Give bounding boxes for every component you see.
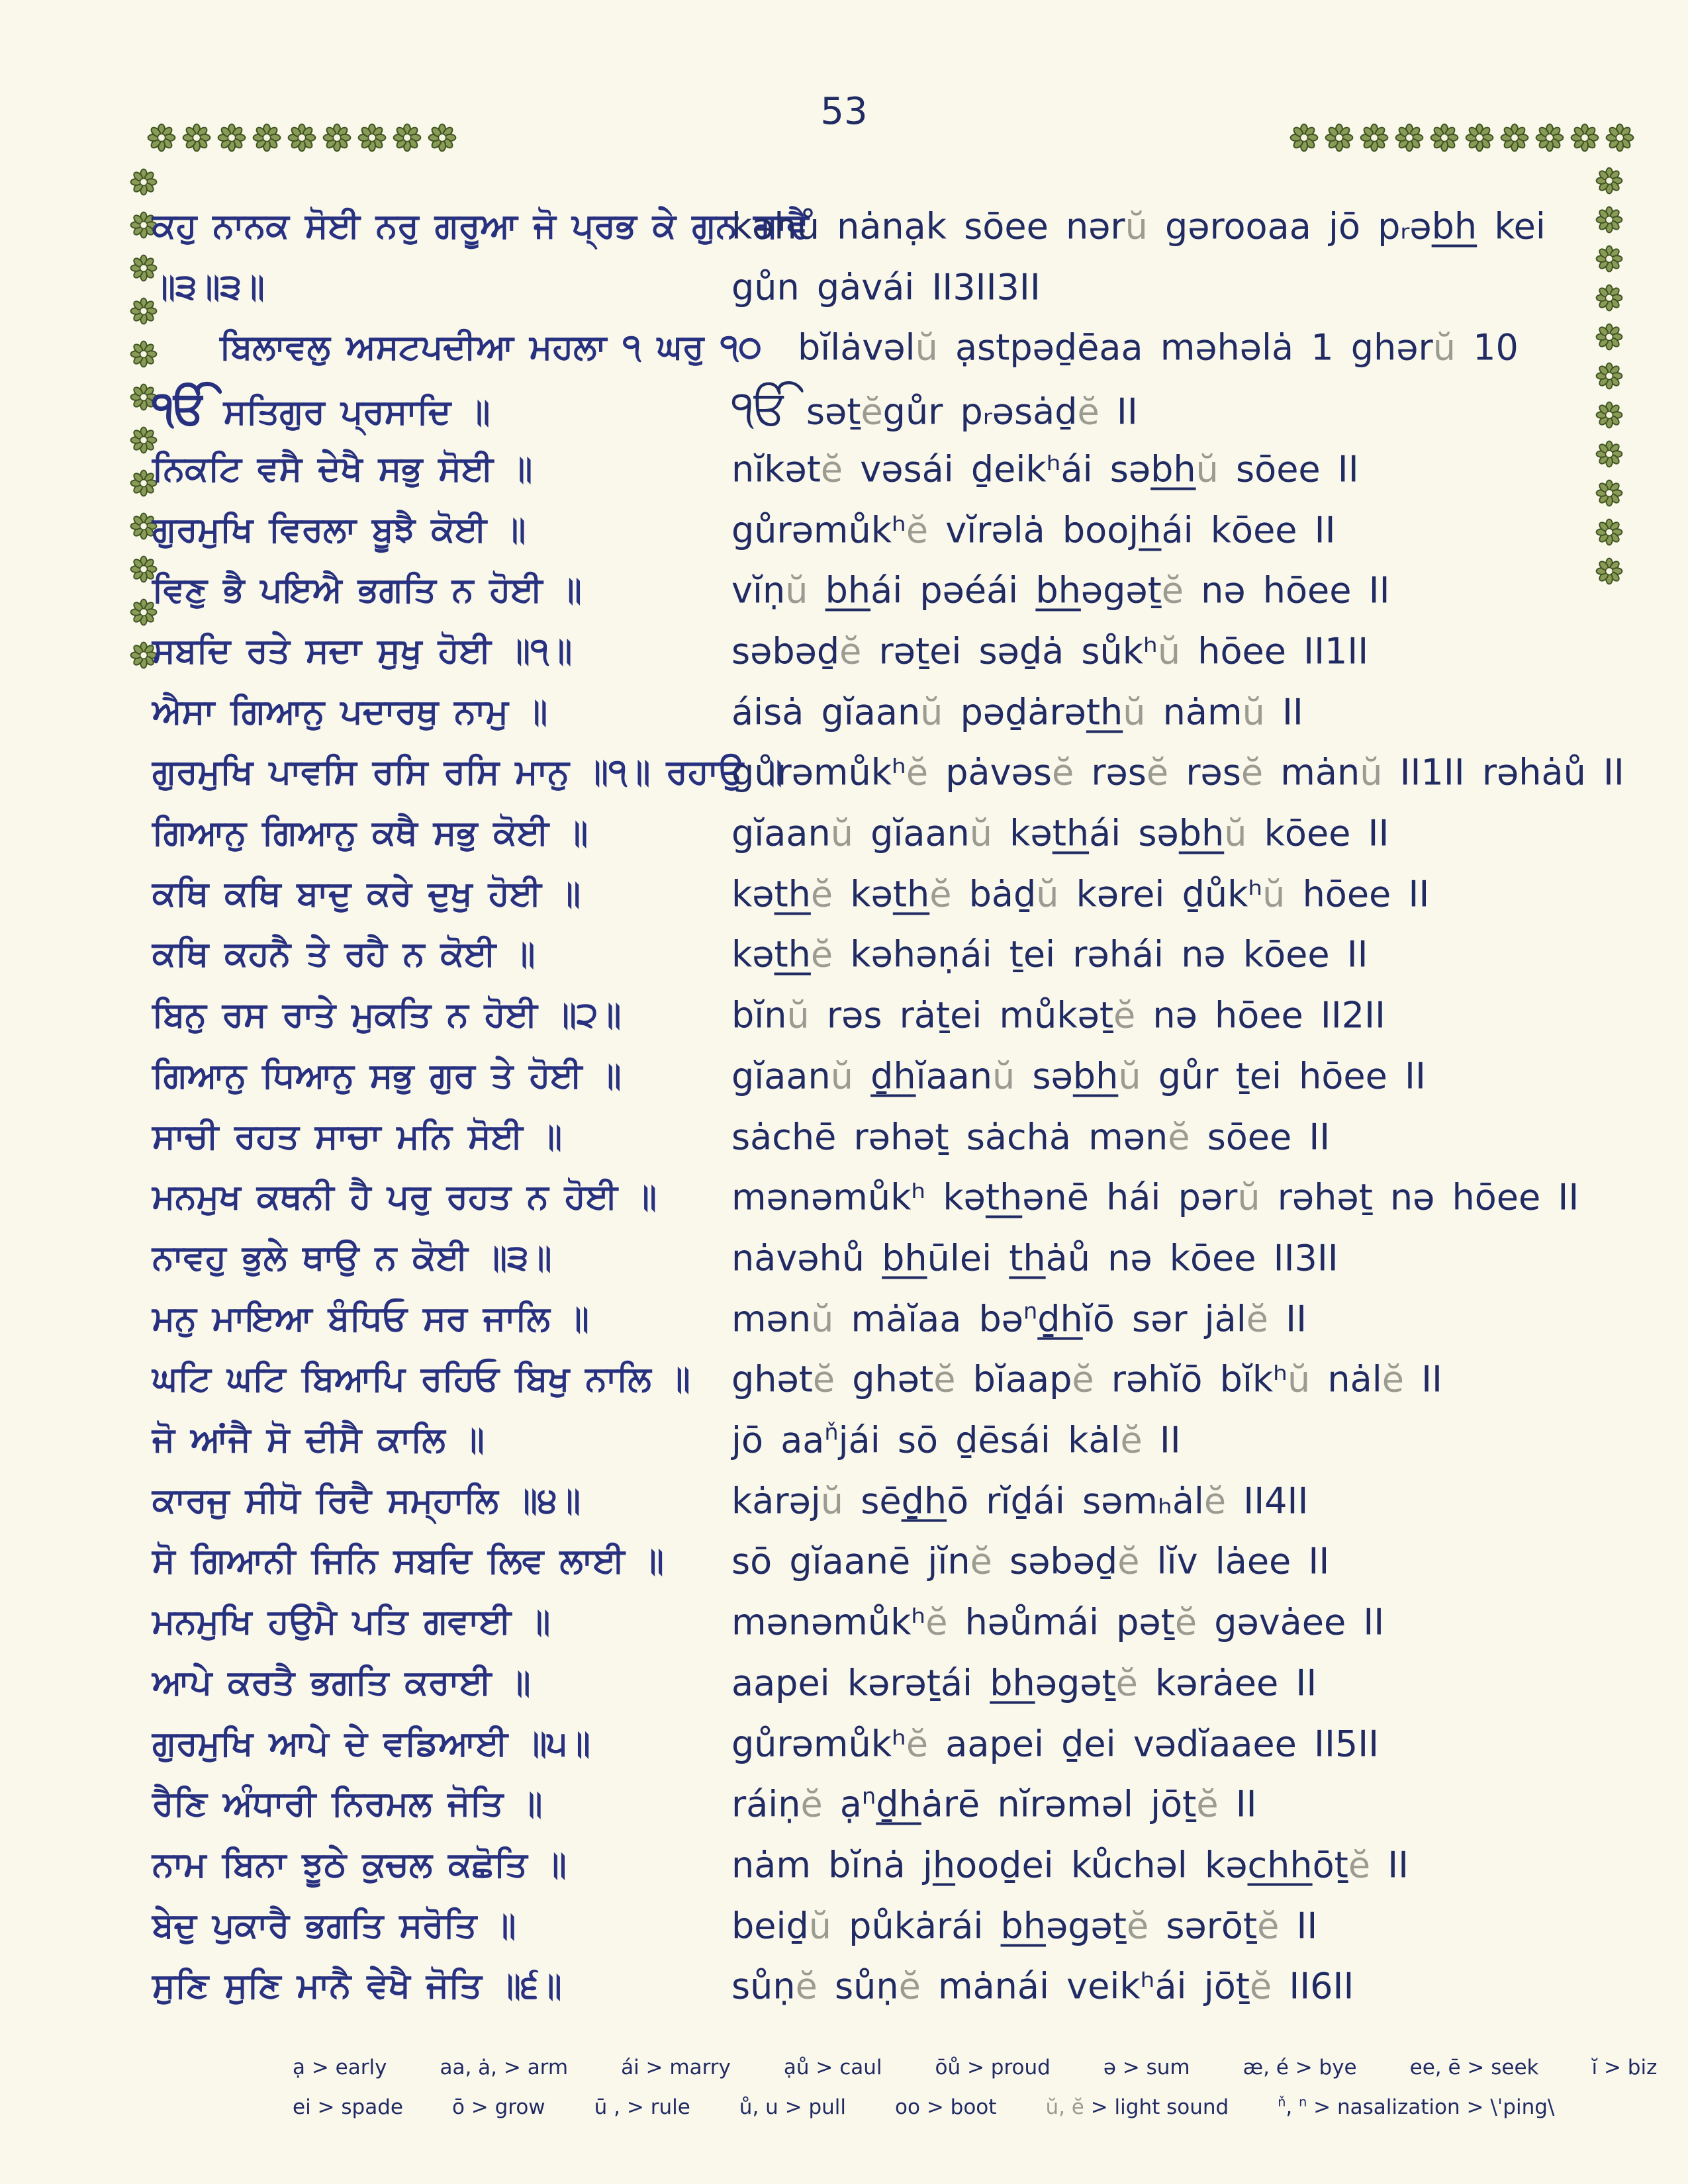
verse-row [0,439,1688,500]
transliteration-line: kəhů nȧnạk sōee nərŭ gərooaa jō pᵣəbh kei [731,205,1546,248]
gurmukhi-line: ਵਿਣੁ ਭੈ ਪਇਐ ਭਗਤਿ ਨ ਹੋਈ ॥ [152,570,582,610]
transliteration-line: ráiṇĕ ạ$^n$ḏhȧrē nĭrəməl jōṯĕ II [731,1783,1257,1825]
verse-row [0,257,1688,318]
verse-row [0,682,1688,743]
gurmukhi-line: ਜੋ ਆਂਜੈ ਸੋ ਦੀਸੈ ਕਾਲਿ ॥ [152,1420,485,1460]
transliteration-line: bĭnŭ rəs rȧṯei můkəṯĕ nə hōee II2II [731,994,1385,1036]
verse-row [0,864,1688,925]
pronunciation-key-item: $^ň$, $^n$ > nasalization > \ˈping\ [1278,2094,1555,2119]
gurmukhi-line: ਗੁਰਮੁਖਿ ਆਪੇ ਦੇ ਵਡਿਆਈ ॥੫॥ [152,1723,590,1764]
gurmukhi-line: ਗਿਆਨੁ ਗਿਆਨੁ ਕਥੈ ਸਭੁ ਕੋਈ ॥ [152,813,588,853]
verse-row [0,621,1688,682]
transliteration-line: ghətĕ ghətĕ bĭaapĕ rəhĭō bĭkʰŭ nȧlĕ II [731,1358,1442,1400]
gurmukhi-line: ਸਾਚੀ ਰਹਤ ਸਾਚਾ ਮਨਿ ਸੋਈ ॥ [152,1116,562,1157]
verse-row [0,1228,1688,1289]
transliteration-line: jō $aa^ňjái$ sō ḏēsái kȧlĕ II [731,1419,1181,1461]
gurmukhi-line: ਕਾਰਜੁ ਸੀਧੋ ਰਿਦੈ ਸਮ੍ਹਾਲਿ ॥੪॥ [152,1480,581,1521]
transliteration-line: səbəḏĕ rəṯei səḏȧ sůkʰŭ hōee II1II [731,630,1369,672]
gurmukhi-line: ਬਿਲਾਵਲੁ ਅਸਟਪਦੀਆ ਮਹਲਾ ੧ ਘਰੁ ੧੦ [220,327,762,367]
gurmukhi-line: ਕਥਿ ਕਹਨੈ ਤੇ ਰਹੈ ਨ ਕੋਈ ॥ [152,934,536,974]
gurmukhi-line: ਗਿਆਨੁ ਧਿਆਨੁ ਸਭੁ ਗੁਰ ਤੇ ਹੋਈ ॥ [152,1056,622,1096]
gurmukhi-line: ਮਨਮੁਖ ਕਥਨੀ ਹੈ ਪਰੁ ਰਹਤ ਨ ਹੋਈ ॥ [152,1177,657,1217]
transliteration-line: nĭkətĕ vəsái ḏeikʰái səbhŭ sōee II [731,448,1359,490]
gurmukhi-line: ਗੁਰਮੁਖਿ ਪਾਵਸਿ ਰਸਿ ਰਸਿ ਮਾਨੁ ॥੧॥ ਰਹਾਉ ॥ [152,752,783,792]
gurmukhi-line: ਗੁਰਮੁਖਿ ਵਿਰਲਾ ਬੂਝੈ ਕੋਈ ॥ [152,510,526,550]
pronunciation-key-item: ů, u > pull [739,2095,847,2119]
transliteration-line: mənəmůkʰ kəthənē hái pərŭ rəhəṯ nə hōee II [731,1176,1579,1218]
gurmukhi-line: ੴ ਸਤਿਗੁਰ ਪ੍ਰਸਾਦਿ ॥ [152,381,491,435]
transliteration-line: nȧm bĭnȧ jhooḏei kůchəl kəchhōṯĕ II [731,1844,1409,1886]
gurmukhi-line: ਮਨਮੁਖਿ ਹਉਮੈ ਪਤਿ ਗਵਾਈ ॥ [152,1602,551,1642]
verse-row [0,985,1688,1046]
transliteration-line: nȧvəhů bhūlei thȧů nə kōee II3II [731,1237,1338,1279]
gurmukhi-line: ਸੋ ਗਿਆਨੀ ਜਿਨਿ ਸਬਦਿ ਲਿਵ ਲਾਈ ॥ [152,1541,664,1581]
pronunciation-key-item: ạů > caul [783,2056,882,2079]
pronunciation-key-item: ō > grow [451,2095,545,2119]
pronunciation-key-item: ái > marry [621,2056,731,2079]
pronunciation-key-item: oo > boot [895,2095,997,2119]
verse-row [0,803,1688,864]
transliteration-line: áisȧ gĭaanŭ pəḏȧrəthŭ nȧmŭ II [731,691,1303,733]
transliteration-line: gůn gȧvái II3II3II [731,266,1041,308]
pronunciation-key-item: ōů > proud [935,2056,1051,2079]
pronunciation-key-item: ū , > rule [594,2095,690,2119]
gurmukhi-line: ਬੇਦੁ ਪੁਕਾਰੈ ਭਗਤਿ ਸਰੋਤਿ ॥ [152,1905,516,1946]
verse-row [0,742,1688,803]
verse-row [0,1956,1688,2017]
pronunciation-key-item: ə > sum [1103,2056,1190,2079]
pronunciation-key-item: ee, ē > seek [1409,2056,1539,2079]
gurmukhi-line: ਘਟਿ ਘਟਿ ਬਿਆਪਿ ਰਹਿਓ ਬਿਖੁ ਨਾਲਿ ॥ [152,1359,690,1399]
pronunciation-key-row-1 [293,2056,1657,2079]
gurmukhi-line: ਨਾਵਹੁ ਭੁਲੇ ਥਾਉ ਨ ਕੋਈ ॥੩॥ [152,1238,552,1278]
transliteration-line: gĭaanŭ ḏhĭaanŭ səbhŭ gůr ṯei hōee II [731,1055,1426,1097]
transliteration-line: gĭaanŭ gĭaanŭ kəthái səbhŭ kōee II [731,812,1389,854]
pronunciation-key-item: æ, é > bye [1243,2056,1357,2079]
transliteration-line: sůṇĕ sůṇĕ mȧnái veikʰái jōṯĕ II6II [731,1965,1354,2007]
transliteration-line: mənəmůkʰĕ həůmái pəṯĕ gəvȧee II [731,1601,1385,1643]
gurmukhi-line: ਐਸਾ ਗਿਆਨੁ ਪਦਾਰਥੁ ਨਾਮੁ ॥ [152,692,548,732]
gurmukhi-line: ਨਿਕਟਿ ਵਸੈ ਦੇਖੈ ਸਭੁ ਸੋਈ ॥ [152,449,533,489]
transliteration-line: kȧrəjŭ sēḏhō rĭḏái səmₕȧlĕ II4II [731,1480,1309,1522]
transliteration-line: gůrəmůkʰĕ aapei ḏei vədĭaaee II5II [731,1723,1380,1765]
gurmukhi-line: ਬਿਨੁ ਰਸ ਰਾਤੇ ਮੁਕਤਿ ਨ ਹੋਈ ॥੨॥ [152,995,622,1035]
transliteration-line: ੴ səṯĕgůr pᵣəsȧḏĕ II [731,380,1138,435]
verse-row [0,1835,1688,1895]
gurmukhi-line: ਮਨੁ ਮਾਇਆ ਬੰਧਿਓ ਸਰ ਜਾਲਿ ॥ [152,1298,589,1339]
pronunciation-key-item: ĭ > biz [1591,2056,1658,2079]
pronunciation-key-item: ạ > early [293,2056,387,2079]
verse-row [0,500,1688,561]
transliteration-line: sȧchē rəhəṯ sȧchȧ mənĕ sōee II [731,1116,1331,1158]
transliteration-line: kəthĕ kəhəṇái ṯei rəhái nə kōee II [731,933,1368,976]
gurmukhi-line: ਸਬਦਿ ਰਤੇ ਸਦਾ ਸੁਖੁ ਹੋਈ ॥੧॥ [152,631,573,671]
transliteration-line: sō gĭaanē jĭnĕ səbəḏĕ lĭv lȧee II [731,1540,1330,1582]
verse-row [0,1410,1688,1471]
transliteration-line: bĭlȧvəlŭ ạstpəḏēaa məhəlȧ 1 ghərŭ 10 [798,326,1519,369]
gurmukhi-line: ਕਥਿ ਕਥਿ ਬਾਦੁ ਕਰੇ ਦੁਖੁ ਹੋਈ ॥ [152,874,581,914]
transliteration-line: vĭṇŭ bhái pəéái bhəgəṯĕ nə hōee II [731,569,1390,612]
gurmukhi-line: ॥੩॥੩॥ [152,267,265,307]
verse-row [0,1713,1688,1774]
verse-row [0,1774,1688,1835]
transliteration-line: beiḏŭ půkȧrái bhəgəṯĕ sərōṯĕ II [731,1905,1318,1947]
verse-row [0,1289,1688,1349]
pronunciation-key-item: ei > spade [293,2095,403,2119]
pronunciation-key-item: aa, ȧ, > arm [440,2056,569,2079]
verse-row [0,1046,1688,1107]
page-number: 53 [820,90,868,133]
transliteration-line: kəthĕ kəthĕ bȧḏŭ kərei ḏůkʰŭ hōee II [731,873,1430,915]
gurmukhi-line: ਰੈਣਿ ਅੰਧਾਰੀ ਨਿਰਮਲ ਜੋਤਿ ॥ [152,1784,543,1824]
gurmukhi-line: ਆਪੇ ਕਰਤੈ ਭਗਤਿ ਕਰਾਈ ॥ [152,1662,531,1703]
transliteration-line: gůrəmůkʰĕ pȧvəsĕ rəsĕ rəsĕ mȧnŭ II1II rəhȧů II [731,751,1624,794]
verse-row [0,196,1688,257]
verse-row [0,1653,1688,1713]
verse-row [0,378,1688,439]
gurmukhi-line: ਸੁਣਿ ਸੁਣਿ ਮਾਨੈ ਵੇਖੈ ਜੋਤਿ ॥੬॥ [152,1966,562,2006]
verse-row [0,1471,1688,1531]
verse-row [0,924,1688,985]
pronunciation-key-item: ŭ, ĕ > light sound [1045,2095,1229,2119]
verse-row [0,1167,1688,1228]
verse-row [0,1592,1688,1653]
pronunciation-key-row-2 [293,2095,1554,2119]
verse-row [0,1531,1688,1592]
transliteration-line: aapei kərəṯái bhəgəṯĕ kərȧee II [731,1662,1317,1704]
verse-row [0,317,1688,378]
verse-row [0,1107,1688,1167]
verse-row [0,560,1688,621]
verse-row [0,1895,1688,1956]
verse-row [0,1349,1688,1410]
gurmukhi-line: ਕਹੁ ਨਾਨਕ ਸੋਈ ਨਰੁ ਗਰੂਆ ਜੋ ਪ੍ਰਭ ਕੇ ਗੁਨ ਗਾਵੈ [152,206,809,246]
gurmukhi-line: ਨਾਮ ਬਿਨਾ ਝੂਠੇ ਕੁਚਲ ਕਛੋਤਿ ॥ [152,1844,567,1885]
transliteration-line: mənŭ mȧĭaa bə$^n$ḏhĭō sər jȧlĕ II [731,1298,1307,1340]
transliteration-line: gůrəmůkʰĕ vĭrəlȧ boojhái kōee II [731,509,1336,551]
